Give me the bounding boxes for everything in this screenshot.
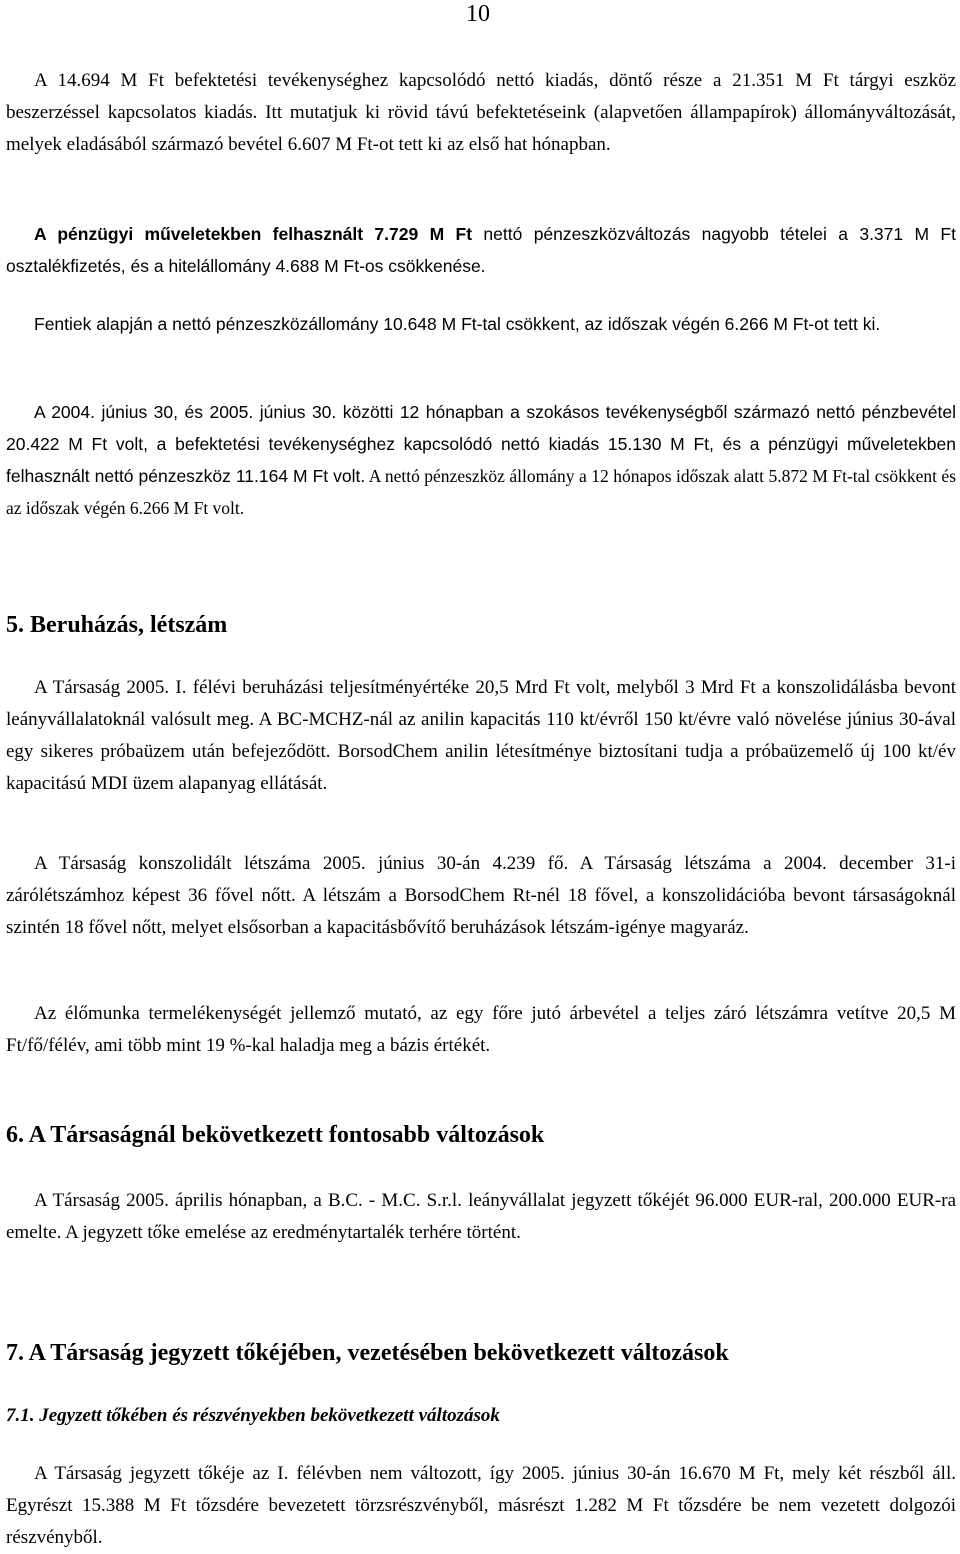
twelve-month-part-b: A nettó pénzeszköz állomány a 12 hónapos időszak alatt 5.872 M Ft-tal csökkent és az időszak végén 6.266 M Ft volt. xyxy=(6,466,957,518)
section-7-1-paragraph: A Társaság jegyzett tőkéje az I. félévben nem változott, így 2005. június 30-án 16.670 M Ft, mely két részből áll. Egyrészt 15.388 M Ft tőzsdére bevezetett törzsrészvényből, másrészt 1.282 M Ft tőzsdére be nem vezetett dolgozói részvényből. xyxy=(6,1463,956,1548)
section-5-investment-paragraph: A Társaság 2005. I. félévi beruházási teljesítményértéke 20,5 Mrd Ft volt, melyből 3 Mrd Ft a konszolidálásba bevont leányvállalatoknál valósult meg. A BC-MCHZ-nál az anilin kapacitás 110 kt/évről 150 kt/évre való növelése június 30-ával egy sikeres próbaüzem után befejeződött. BorsodChem anilin létesítménye biztosítani tudja a próbaüzemelő új 100 kt/év kapacitású MDI üzem alapanyag ellátását. xyxy=(6,677,956,794)
paragraph-investing-cashflow: A 14.694 M Ft befektetési tevékenységhez kapcsolódó nettó kiadás, döntő része a 21.351 M Ft tárgyi eszköz beszerzéssel kapcsolatos kiadás. Itt mutatjuk ki rövid távú befektetéseink (alapvetően állampapírok) állományváltozását, melyek eladásából származó bevétel 6.607 M Ft-ot tett ki az első hat hónapban. xyxy=(6,70,956,155)
paragraph-12-month-cashflow xyxy=(6,396,956,524)
section-5-heading: 5. Beruházás, létszám xyxy=(6,612,228,638)
financing-rest: nettó pénzeszközváltozás nagyobb tételei a 3.371 M Ft osztalékfizetés, és a hitelállomány 4.688 M Ft-os csökkenése. xyxy=(6,224,956,276)
section-5-headcount-paragraph: A Társaság konszolidált létszáma 2005. június 30-án 4.239 fő. A Társaság létszáma a 2004. december 31-i zárólétszámhoz képest 36 fővel nőtt. A létszám a BorsodChem Rt-nél 18 fővel, a konszolidációba bevont társaságoknál szintén 18 fővel nőtt, melyet elsősorban a kapacitásbővítő beruházások létszám-igénye magyaráz. xyxy=(6,853,956,938)
section-5-productivity-paragraph: Az élőmunka termelékenységét jellemző mutató, az egy főre jutó árbevétel a teljes záró létszámra vetítve 20,5 M Ft/fő/félév, ami több mint 19 %-kal haladja meg a bázis értékét. xyxy=(6,1003,956,1056)
section-6-paragraph: A Társaság 2005. április hónapban, a B.C. - M.C. S.r.l. leányvállalat jegyzett tőkéjét 96.000 EUR-ral, 200.000 EUR-ra emelte. A jegyzett tőke emelése az eredménytartalék terhére történt. xyxy=(6,1190,956,1243)
financing-amount-bold: A pénzügyi műveletekben felhasznált 7.729 M Ft xyxy=(34,224,473,244)
paragraph-net-cash-change: Fentiek alapján a nettó pénzeszközállomány 10.648 M Ft-tal csökkent, az időszak végén 6.266 M Ft-ot tett ki. xyxy=(34,314,881,334)
page-number: 10 xyxy=(466,1,490,27)
section-7-1-subheading: 7.1. Jegyzett tőkében és részvényekben bekövetkezett változások xyxy=(6,1405,500,1426)
paragraph-financing-cashflow xyxy=(6,218,956,282)
twelve-month-part-a: A 2004. június 30, és 2005. június 30. közötti 12 hónapban a szokásos tevékenységből származó nettó pénzbevétel 20.422 M Ft volt, a befektetési tevékenységhez kapcsolódó nettó kiadás 15.130 M Ft, és a pénzügyi műveletekben felhasznált nettó pénzeszköz 11.164 M Ft volt. xyxy=(6,402,956,486)
section-6-heading: 6. A Társaságnál bekövetkezett fontosabb változások xyxy=(6,1122,545,1148)
section-7-heading: 7. A Társaság jegyzett tőkéjében, vezetésében bekövetkezett változások xyxy=(6,1340,729,1366)
